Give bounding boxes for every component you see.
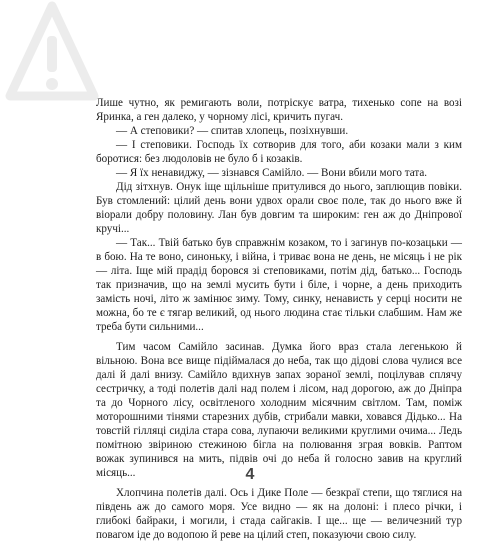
page-number: 4	[245, 466, 255, 483]
paragraph: — Так... Твій батько був справжнім козаком, то і загинув по-козацьки — в бою. На те воно, синоньку, і війна, і триває вона не день, не місяць і не рік — літа. Іще мій прадід боровся зі степовиками, потім дід, батько... Господь так призначив, що на землі мусить бути і біле, і чорне, а день приходить замість ночі, літо ж замінює зиму. Тому, синку, ненависть у серці носити не можна, бо те є тягар великий, од нього людина стає тільки слабшим. Нам же треба бути сильними...	[96, 237, 462, 333]
paragraph: — Я їх ненавиджу, — зізнався Самійло. — Вони вбили мого тата.	[116, 167, 428, 179]
paragraph: — І степовики. Господь їх сотворив для того, аби козаки мали з ким боротися: без людоловів не було б і козаків.	[96, 139, 462, 165]
paragraph: Хлопчина полетів далі. Ось і Дике Поле — безкраї степи, що тяглися на південь аж до самого моря. Усе видно — як на долоні: і плесо річки, і глибокі байраки, і могили, і стада сайгаків. І ще... ще — величезний тур повагом іде до водопою й реве на цілий степ, показуючи свою силу.	[96, 487, 462, 541]
paragraph: Дід зітхнув. Онук іще щільніше притулився до нього, заплющив повіки. Був стомлений: цілий день вони удвох орали своє поле, так до нього вже й вiорали добру половину. Лан був довгим та широким: ген аж до Дніпрової кручі...	[96, 181, 462, 235]
paragraph: Лише чутно, як ремигають воли, потріскує ватра, тихенько сопе на возі Яринка, а ген далеко, у чорному лісі, кричить пугач.	[96, 97, 462, 123]
paragraph: Тим часом Самійло засинав. Думка його враз стала легенькою й вільною. Вона все вище підіймалася до неба, так що дідові слова чулися все далі й далі внизу. Самійло вдихнув запах зораної землі, поцілував сплячу сестричку, а тоді полетів далі над полем і лісом, над дорогою, аж до Дніпра та до Чорного лісу, освітленого холодним місячним світлом. Там, поміж моторошними тінями старезних дубів, стрибали мавки, ховався Дідько... На товстій гілляці сиділа стара сова, лупаючи великими круглими очима... Ледь помітною звіриною стежиною бігла на полювання зграя вовків. Раптом вожак зупинився на мить, підвів очі до неба й голосно завив на круглий місяць...	[96, 341, 462, 479]
paragraph: — А степовики? — спитав хлопець, позіхнувши.	[116, 125, 349, 137]
warning-triangle-icon	[0, 0, 104, 104]
